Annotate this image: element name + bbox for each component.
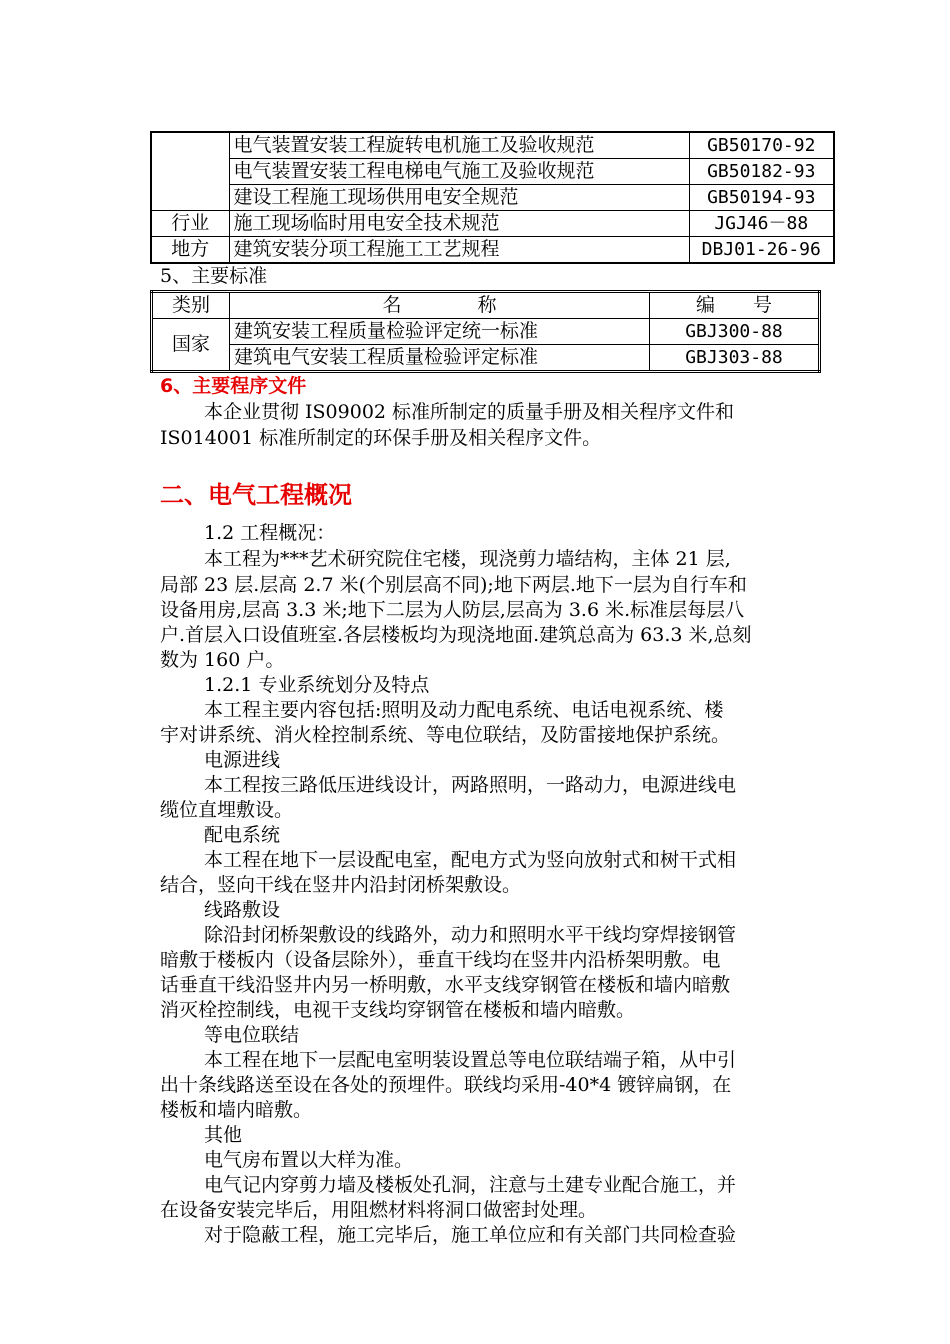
- section-5-title: 5、主要标准: [160, 265, 268, 287]
- table-cell-code: GBJ303-88: [650, 345, 820, 372]
- table-cell-code: GB50182-93: [689, 159, 834, 185]
- paragraph-line: 楼板和墙内暗敷。: [160, 1099, 313, 1121]
- paragraph-line: 话垂直干线沿竖井内另一桥明敷，水平支线穿钢管在楼板和墙内暗敷: [160, 974, 731, 996]
- table-cell-code: JGJ46－88: [689, 211, 834, 237]
- paragraph-line: 除沿封闭桥架敷设的线路外，动力和照明水平干线均穿焊接钢管: [204, 924, 737, 946]
- paragraph-line: 设备用房,层高 3.3 米;地下二层为人防层,层高为 3.6 米.标准层每层八: [160, 599, 745, 621]
- table-row: [152, 345, 820, 372]
- paragraph-line: 暗敷于楼板内（设备层除外），垂直干线均在竖井内沿桥架明敷。电: [160, 949, 721, 971]
- table-cell-category: [151, 132, 229, 211]
- subheading: 1.2.1 专业系统划分及特点: [204, 674, 430, 696]
- table-row: [151, 211, 834, 237]
- subheading: 1.2 工程概况：: [204, 522, 336, 544]
- table-cell-name: 电气装置安装工程电梯电气施工及验收规范: [229, 159, 689, 185]
- subheading: 线路敷设: [204, 899, 281, 921]
- table-cell-category: 地方: [151, 237, 229, 264]
- table-cell-name: 建筑安装工程质量检验评定统一标准: [230, 319, 650, 345]
- table-cell-category: 国家: [152, 319, 230, 372]
- paragraph-line: 消灭栓控制线，电视干支线均穿钢管在楼板和墙内暗敷。: [160, 999, 636, 1021]
- standards-table-continued: [150, 131, 835, 264]
- paragraph-line: 电气房布置以大样为准。: [204, 1149, 414, 1171]
- table-cell-code: GB50170-92: [689, 132, 834, 159]
- paragraph-line: 结合，竖向干线在竖井内沿封闭桥架敷设。: [160, 874, 522, 896]
- paragraph-line: IS014001 标准所制定的环保手册及相关程序文件。: [160, 427, 602, 449]
- table-cell-name: 建设工程施工现场供用电安全规范: [229, 185, 689, 211]
- subheading: 配电系统: [204, 824, 281, 846]
- table-row: [151, 185, 834, 211]
- paragraph-line: 数为 160 户。: [160, 649, 285, 671]
- table-cell-name: 电气装置安装工程旋转电机施工及验收规范: [229, 132, 689, 159]
- table-cell-code: GB50194-93: [689, 185, 834, 211]
- header-code: 编 号: [650, 292, 820, 319]
- table-row: [151, 159, 834, 185]
- header-category: 类别: [152, 292, 230, 319]
- table-cell-code: GBJ300-88: [650, 319, 820, 345]
- paragraph-line: 本工程主要内容包括:照明及动力配电系统、电话电视系统、楼: [204, 699, 724, 721]
- paragraph-line: 本工程按三路低压进线设计，两路照明，一路动力，电源进线电: [204, 774, 737, 796]
- paragraph-line: 局部 23 层.层高 2.7 米(个别层高不同);地下两层.地下一层为自行车和: [160, 574, 747, 596]
- paragraph-line: 本工程为***艺术研究院住宅楼，现浇剪力墙结构，主体 21 层,: [204, 548, 731, 570]
- paragraph-line: 在设备安装完毕后，用阻燃材料将洞口做密封处理。: [160, 1199, 598, 1221]
- section-6-title: 6、主要程序文件: [160, 375, 307, 397]
- paragraph-line: 户.首层入口设值班室.各层楼板均为现浇地面.建筑总高为 63.3 米,总刻: [160, 624, 752, 646]
- table-cell-name: 施工现场临时用电安全技术规范: [229, 211, 689, 237]
- table-header-row: [152, 292, 820, 319]
- paragraph-line: 缆位直埋敷设。: [160, 799, 294, 821]
- table-cell-name: 建筑电气安装工程质量检验评定标准: [230, 345, 650, 372]
- table-cell-category: 行业: [151, 211, 229, 237]
- paragraph-line: 本工程在地下一层设配电室，配电方式为竖向放射式和树干式相: [204, 849, 737, 871]
- chapter-2-title: 二、电气工程概况: [160, 481, 352, 509]
- table-row: [152, 319, 820, 345]
- table-cell-code: DBJ01-26-96: [689, 237, 834, 264]
- main-standards-table: [150, 290, 821, 373]
- paragraph-line: 对于隐蔽工程，施工完毕后，施工单位应和有关部门共同检查验: [204, 1224, 737, 1246]
- table-row: [151, 237, 834, 264]
- table-row: [151, 132, 834, 159]
- subheading: 其他: [204, 1124, 243, 1146]
- paragraph-line: 本企业贯彻 IS09002 标准所制定的质量手册及相关程序文件和: [204, 401, 735, 423]
- subheading: 等电位联结: [204, 1024, 300, 1046]
- table-cell-name: 建筑安装分项工程施工工艺规程: [229, 237, 689, 264]
- paragraph-line: 出十条线路送至设在各处的预埋件。联线均采用-40*4 镀锌扁钢，在: [160, 1074, 732, 1096]
- subheading: 电源进线: [204, 749, 281, 771]
- header-name: 名 称: [230, 292, 650, 319]
- paragraph-line: 宇对讲系统、消火栓控制系统、等电位联结，及防雷接地保护系统。: [160, 724, 731, 746]
- paragraph-line: 本工程在地下一层配电室明装设置总等电位联结端子箱，从中引: [204, 1049, 737, 1071]
- paragraph-line: 电气记内穿剪力墙及楼板处孔洞，注意与土建专业配合施工，并: [204, 1174, 737, 1196]
